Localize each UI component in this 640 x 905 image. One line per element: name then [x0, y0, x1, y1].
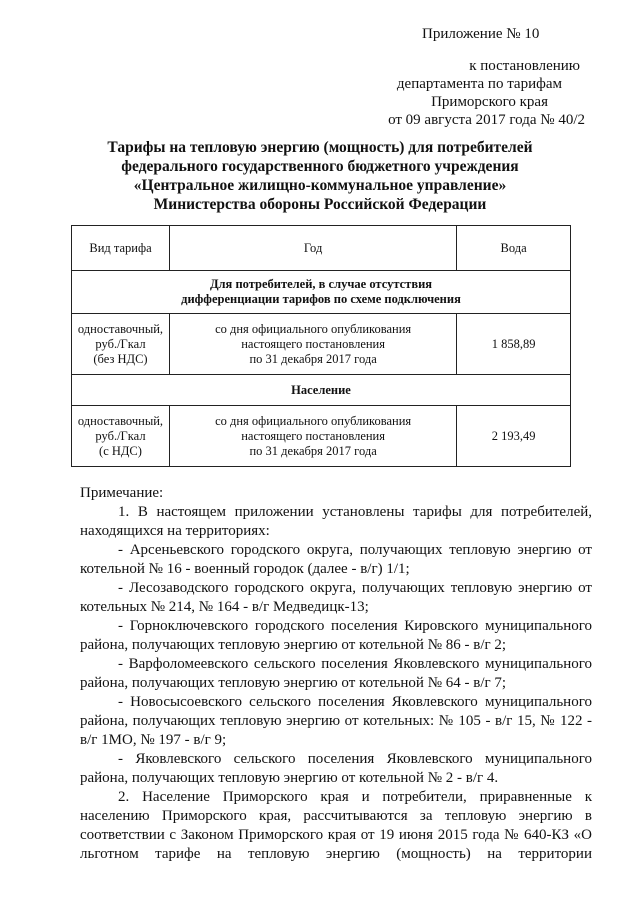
note-item: - Лесозаводского городского округа, получающих тепловую энергию от котельных № 214, № 164 - в/г Медведицк-13;	[80, 580, 592, 615]
document-title	[60, 138, 580, 214]
table-group-row	[72, 375, 571, 406]
cell-line: (с НДС)	[99, 443, 142, 458]
group-label: Для потребителей, в случае отсутствия дифференциации тарифов по схеме подключения	[72, 271, 571, 314]
group-label: Население	[72, 375, 571, 406]
cell-line: одноставочный,	[77, 321, 164, 336]
notes-section	[80, 484, 592, 864]
appendix-title: Приложение № 10	[422, 26, 540, 42]
title-line: федерального государственного бюджетного учреждения	[121, 158, 519, 175]
appendix-line-3: Приморского края	[431, 94, 548, 110]
note-item: - Новосысоевского сельского поселения Яковлевского муниципального района, получающих тепловую энергию от котельных: № 105 - в/г 15, № 122 - в/г 1МО, № 197 - в/г 9;	[80, 694, 592, 748]
tariff-type-cell	[72, 406, 170, 467]
note-item: - Арсеньевского городского округа, получающих тепловую энергию от котельной № 16 - военный городок (далее - в/г) 1/1;	[80, 542, 592, 577]
note-item: - Варфоломеевского сельского поселения Яковлевского муниципального района, получающих тепловую энергию от котельной № 64 - в/г 7;	[80, 656, 592, 691]
cell-line: по 31 декабря 2017 года	[249, 443, 377, 458]
table-row	[72, 314, 571, 375]
table-header-row	[72, 226, 571, 271]
cell-line: по 31 декабря 2017 года	[249, 351, 377, 366]
cell-line: настоящего постановления	[241, 428, 385, 443]
title-line: Тарифы на тепловую энергию (мощность) для потребителей	[107, 139, 533, 156]
cell-line: со дня официального опубликования	[215, 321, 412, 336]
note-item: - Горноключевского городского поселения Кировского муниципального района, получающих тепловую энергию от котельной № 86 - в/г 2;	[80, 618, 592, 653]
note-paragraph-1: 1. В настоящем приложении установлены тарифы для потребителей, находящихся на территориях:	[80, 504, 592, 539]
header-year: Год	[169, 226, 456, 271]
appendix-line-2: департамента по тарифам	[396, 76, 562, 92]
appendix-line-1: к постановлению	[469, 58, 580, 74]
cell-line: (без НДС)	[93, 351, 148, 366]
tariff-table	[71, 225, 571, 467]
period-cell	[169, 406, 456, 467]
cell-line: настоящего постановления	[241, 336, 385, 351]
table-row	[72, 406, 571, 467]
title-line: Министерства обороны Российской Федерации	[153, 196, 487, 213]
value-cell: 2 193,49	[457, 406, 571, 467]
tariff-type-cell	[72, 314, 170, 375]
cell-line: со дня официального опубликования	[215, 413, 412, 428]
title-line: «Центральное жилищно-коммунальное управление»	[133, 177, 507, 194]
table-group-row	[72, 271, 571, 314]
note-paragraph-2: 2. Население Приморского края и потребители, приравненные к населению Приморского края, рассчитываются за тепловую энергию в соответствии с Законом Приморского края от 19 июня 2015 года № 640-КЗ «О льготном тарифе на тепловую энергию (мощность) на территории	[80, 789, 592, 862]
cell-line: руб./Гкал	[95, 336, 146, 351]
appendix-line-4: от 09 августа 2017 года № 40/2	[388, 112, 585, 128]
period-cell	[169, 314, 456, 375]
note-item: - Яковлевского сельского поселения Яковлевского муниципального района, получающих тепловую энергию от котельной № 2 - в/г 4.	[80, 751, 592, 786]
value-cell: 1 858,89	[457, 314, 571, 375]
cell-line: руб./Гкал	[95, 428, 146, 443]
cell-line: одноставочный,	[77, 413, 164, 428]
header-water: Вода	[457, 226, 571, 271]
notes-heading: Примечание:	[80, 485, 164, 501]
header-tariff-type: Вид тарифа	[72, 226, 170, 271]
